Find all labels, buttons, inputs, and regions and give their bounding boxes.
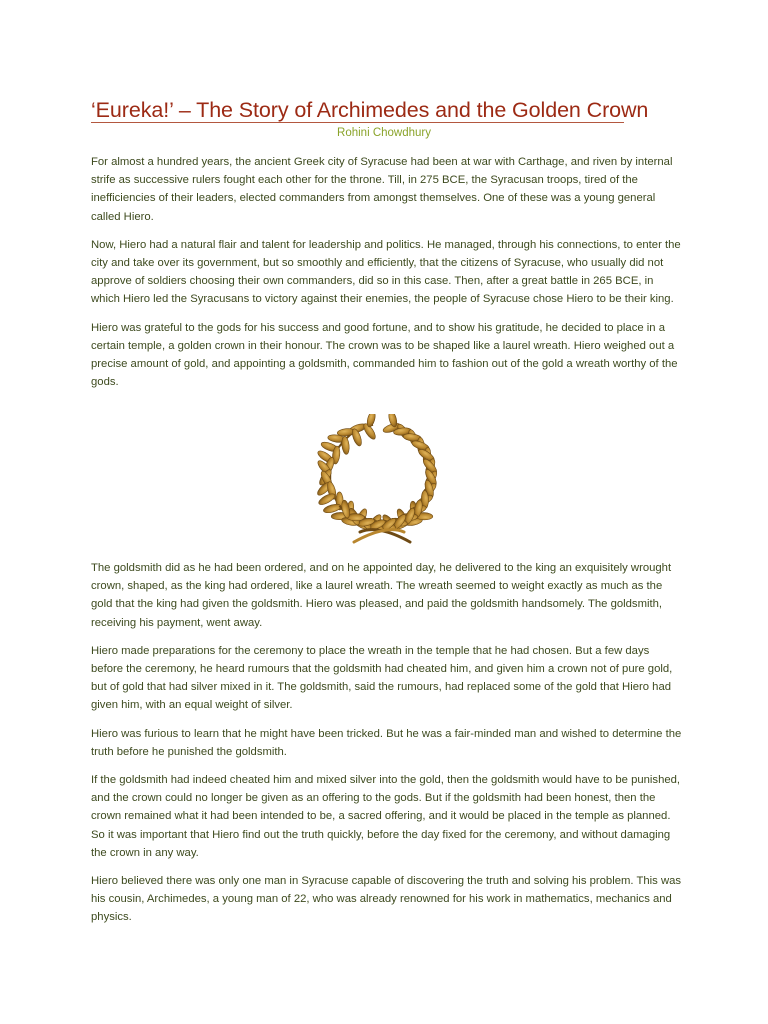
- paragraph: For almost a hundred years, the ancient Greek city of Syracuse had been at war with Carthage, and riven by internal strife as successive rulers fought each other for the throne. Till, in 275 BCE, the Syracusan troops, tired of the inefficiencies of their leaders, elected commanders from amongst themselves. One of these was a young general called Hiero.: [91, 156, 673, 223]
- paragraph: The goldsmith did as he had been ordered, and on he appointed day, he delivered to the king an exquisitely wrought crown, shaped, as the king had ordered, like a laurel wreath. The wreath seemed to weight exactly as much as the gold that the king had given the goldsmith. Hiero was pleased, and paid the goldsmith handsomely. The goldsmith, receiving his payment, went away.: [91, 562, 672, 629]
- body-text-after-image: [91, 559, 683, 937]
- paragraph: Now, Hiero had a natural flair and talent for leadership and politics. He managed, through his connections, to enter the city and take over its government, but so smoothly and efficiently, that the citizens of Syracuse, who usually did not approve of soldiers choosing their own commanders, did so in this case. Then, after a great battle in 265 BCE, in which Hiero led the Syracusans to victory against their enemies, the people of Syracuse chose Hiero to be their king.: [91, 238, 681, 306]
- paragraph: Hiero was grateful to the gods for his success and good fortune, and to show his gratitude, he decided to place in a certain temple, a golden crown in their honour. The crown was to be shaped like a laurel wreath. Hiero weighed out a precise amount of gold, and appointing a goldsmith, commanded him to fashion out of the gold a wreath worthy of the gods.: [91, 321, 678, 389]
- paragraph: If the goldsmith had indeed cheated him and mixed silver into the gold, then the goldsmith would have to be punished, and the crown could no longer be given as an offering to the gods. But if the goldsmith had been honest, then the crown remained what it had been intended to be, a sacred offering, and it would be placed in the temple as planned. So it was important that Hiero find out the truth quickly, before the day fixed for the ceremony, and without damaging the crown in any way.: [91, 774, 681, 859]
- paragraph: Hiero made preparations for the ceremony to place the wreath in the temple that he had chosen. But a few days before the ceremony, he heard rumours that the goldsmith had cheated him, and given him a crown not of pure gold, but of gold that had silver mixed in it. The goldsmith, said the rumours, had replaced some of the gold that Hiero had given him, with an equal weight of silver.: [91, 644, 673, 712]
- laurel-wreath-icon: [312, 414, 452, 552]
- document-title: ‘Eureka!’ – The Story of Archimedes and the Golden Crown: [91, 98, 649, 122]
- paragraph: Hiero was furious to learn that he might have been tricked. But he was a fair-minded man and wished to determine the truth before he punished the goldsmith.: [91, 727, 682, 758]
- body-text-before-image: [91, 153, 683, 401]
- author-name: Rohini Chowdhury: [337, 127, 431, 139]
- wreath-leaf: [341, 436, 350, 455]
- title-underline: [91, 122, 624, 123]
- paragraph: Hiero believed there was only one man in Syracuse capable of discovering the truth and solving his problem. This was his cousin, Archimedes, a young man of 22, who was already renowned for his work in mathematics, mechanics and physics.: [91, 875, 682, 924]
